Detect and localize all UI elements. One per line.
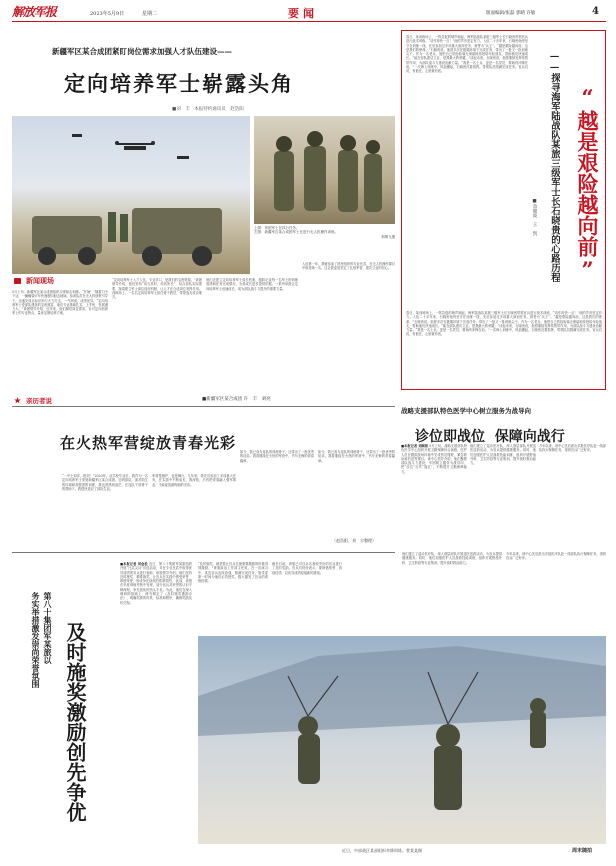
bottom-kicker-1: 第八十集团军某旅以 [43,592,53,664]
middle-headline: 在火热军营绽放青春光彩 [60,434,237,452]
divider-top-mid [12,406,395,407]
bottom-body-2: 此前，该旅在年度训练考核中发现，部分官兵对荣誉的认识不够深刻，争先创优的劲头不足。为此，他们在深入调研的基础上，研究制定了《及时施奖激励办法》，明确奖励的时机、标准和程序，确保奖励及时兑现。 [120,579,192,605]
top-body-col-1: 5月上旬，新疆军区某合成团组织实弹射击训练。“开始！”随着口令下达，一辆辆装甲车快速驶向射击地域。参训队员在无人机侦察引导下，迅速完成目标识别与火力打击，一气呵成，成绩优异。“定向培养军士是部队建设的宝贵财富，他们专业基础扎实，上手快，发展潜力大。”该团领导介绍，近年来，他们紧盯岗位需求，针对定向培养军士的专业特点，量身定制培养方案。 [12,290,108,316]
photo-caption-2: 左图：新疆军区某合成团军士在进行无人机操作训练。 [254,230,338,235]
photo-column-tag: 周末随拍 [572,848,593,854]
news-scene-tag [12,276,82,288]
top-body-col-4: 入伍第一年，我就参加了团里组织的专业比武，在无人机操作课目中取得第一名。这让我更加坚定了扎根军营、建功立业的信心。 [302,262,395,271]
newspaper-logo: 解放军报 [12,5,57,19]
issue-date: 2023年5月9日 [90,11,125,17]
bottom-body-col-2: “及时施奖，就是要让官兵在最需要激励的时候得到激励。”该旅政治工作部主任说。在一次演习中，某连官兵连续奋战，圆满完成任务，旅党委第一时间为他们记功授奖，极大激发了官兵的训练热情。 [198,562,268,584]
middle-body-col-2: 军营是熔炉，也是舞台。几年来，我先后参加了多项重大任务，在实践中不断成长。我深知，只有把青春融入强军事业，才能绽放最绚丽的光彩。 [152,474,236,487]
bottom-headline: 及时施奖激励创先争优 [63,622,87,822]
right-article [401,394,606,544]
middle-signature: （赵浩阳、刘 丰整理） [332,538,376,543]
masthead-rule [12,21,606,22]
masthead [0,0,616,24]
section-title: 要闻 [288,7,318,20]
top-headline: 定向培养军士崭露头角 [64,71,294,96]
bottom-body-1: 近日，第八十集团军某旅组织开展“比武尖兵”评选活动，对在专业比武中取得优异成绩的官兵进行表彰。该旅领导介绍，他们坚持及时施奖、精准施奖，让官兵在实践中感受荣誉、珍惜荣誉，形成争先创优的浓厚氛围。 [120,562,192,584]
middle-article [12,410,395,550]
side-feature-subtitle: ——探寻海军陆战队某旅三级军士长石晓贵的心路历程 [549,51,560,282]
soldiers-photo [254,116,395,224]
right-body-col-3: 今年以来，该中心先后派出多批医疗队赴一线部队执行保障任务，得到官兵广泛好评。 [539,444,606,453]
parachute-illustration [198,636,606,844]
right-body-col-1 [401,444,467,540]
drone-photo [12,116,250,274]
middle-body-col-1: “一中士刘洋，报到！”2020年，从学校毕业后，我作为一名定向培养军士来到新疆军区某合成团。初到部队，面对陌生的环境和高强度的训练，我也曾感到迷茫。在连队干部骨干的帮助下，我很快适应了部队生活。 [62,474,148,491]
top-article [12,26,395,404]
top-kicker: 新疆军区某合成团紧盯岗位需求加强人才队伍建设—— [52,47,232,56]
photo-caption-1: 上图：该团军士在执行任务。 [254,226,300,230]
soldiers-illustration [254,116,395,224]
side-feature-body: 春日，某训练场上，一阵急促的哨声响起，海军陆战队某旅三级军士长石晓贵带领官兵进行战术训练。“动作再快一点！”他的声音坚定有力。入伍二十多年来，石晓贵始终坚守在训练一线，先后参加过多项重大演训任务，被誉为“兵王”。“越是艰险越向前，这是我们的使命。”石晓贵说。他曾多次在极端环境下完成任务，带出了一批又一批训练尖子。作为一名老兵，他把自己的经验毫无保留地传授给年轻战友，帮助他们快速成长。“能在部队建功立业，是我最大的荣耀。”谈起未来，石晓贵说，他将继续发挥传帮带作用，为部队战斗力建设贡献力量。“我是一名士兵，更是一名党员，要始终冲锋在前。”一次海上训练中，风浪骤起，石晓贵沉着指挥，带领队员圆满完成任务。官兵们说，有他在，心里就有底。 [406,35,528,74]
drone-scene-illustration [12,116,250,274]
bottom-body-col-1 [120,562,192,846]
side-feature-byline: ■余晓波 王 凯 [532,199,537,236]
parachute-photo-caption: 近日，中部战区某部组织伞降训练。曾某某摄 [342,848,422,853]
side-feature-box [401,30,606,390]
page-editors: 版面编辑/张磊 郭晴 许敏 [486,11,536,16]
middle-body-col-4-text: 如今，我已成为连队的训练骨干，还带出了一批优秀的徒弟。我将继续在火热的军营中，书写无悔的青春篇章。 [318,450,395,463]
top-byline: ■刘 丰 本报特约通讯员 赵浩阳 [172,107,244,112]
side-feature-title: “越是艰险越向前” [575,85,600,282]
star-icon [14,397,21,404]
news-scene-label: 新闻现场 [26,276,54,285]
divider-mid-bottom [12,552,395,553]
middle-body-col-4 [318,450,395,538]
top-body-col-2: “定向培养军士入才入伍，专业对口，是我们的宝贵资源。”该团领导介绍，他们坚持“用当其时、用其所长”，结合部队实际需要，探索建立军士岗位选用机制，让人才在合适岗位发挥作用。训练场上，一名名定向培养军士担任骨干教员，带领战友攻克难关。 [112,278,202,300]
side-feature-body-bottom: 春日，某训练场上，一阵急促的哨声响起，海军陆战队某旅三级军士长石晓贵带领官兵进行战术训练。“动作再快一点！”他的声音坚定有力。入伍二十多年来，石晓贵始终坚守在训练一线，先后参加过多项重大演训任务，被誉为“兵王”。“越是艰险越向前，这是我们的使命。”石晓贵说。他曾多次在极端环境下完成任务，带出了一批又一批训练尖子。作为一名老兵，他把自己的经验毫无保留地传授给年轻战友，帮助他们快速成长。“能在部队建功立业，是我最大的荣耀。”谈起未来，石晓贵说，他将继续发挥传帮带作用，为部队战斗力建设贡献力量。“我是一名士兵，更是一名党员，要始终冲锋在前。”一次海上训练中，风浪骤起，石晓贵沉着指挥，带领队员圆满完成任务。官兵们说，有他在，心里就有底。 [406,311,602,337]
parachute-photo [198,636,606,844]
bottom-body-col-3: 截至目前，该旅已对百余名表现突出的官兵进行了及时奖励。官兵们纷纷表示，要珍惜荣誉、再创佳绩，以优异成绩迎接新的挑战。 [272,562,342,575]
right-kicker: 战略支援部队特色医学中心树立服务为战导向 [401,407,531,415]
bottom-body-col-5: 今年以来，该中心先后派出多批医疗队赴一线部队执行保障任务，得到官兵广泛好评。 [506,552,606,561]
camera-icon [14,278,21,284]
right-body-1: 5月上旬，战略支援部队特色医学中心组织开展卫勤保障综合演练，医护人员在模拟战场环境中完成伤员搜救、紧急救治和后送等课目。该中心领导介绍，他们聚焦部队战斗力建设，牢固树立服务为战导向，把“诊位”当作“战位”，不断提升卫勤保障能力。 [401,444,467,474]
photo-credit: 李腾飞摄 [381,234,395,239]
middle-body-col-3: 如今，我已成为连队的训练骨干，还带出了一批优秀的徒弟。我将继续在火热的军营中，书写无悔的青春篇章。 [240,450,314,463]
bottom-kicker-2: 务实举措激发崇尚荣誉氛围 [31,592,41,688]
experience-label: 亲历者说 [26,397,52,405]
bottom-byline: ■本报记者 刘金松 [120,562,148,566]
bottom-article [12,552,606,856]
page-number: 4 [592,6,599,17]
right-byline: ■本报记者 刘顾裕 [401,444,429,448]
top-body-col-3: 他们还建立定向培养军士成长档案，跟踪记录每一名军士的训练成绩和任务完成情况，为其成长进步提供依据。一系列举措让定向培养军士迅速成长，成为部队战斗力提升的重要力量。 [206,278,298,291]
bottom-body-col-4: 他们建立了巡诊医疗队，深入基层部队开展送医送药活动，为官兵提供健康服务。同时，他们加强医护人员战救技能训练，组织开展野战外科、卫生防疫等专业集训，提升战时救治能力。 [402,552,502,565]
experience-tag [12,396,102,406]
right-headline: 诊位即战位 保障向战行 [415,429,565,445]
issue-weekday: 星期二 [142,11,158,17]
right-body-col-2: 他们建立了巡诊医疗队，深入基层部队开展送医送药活动，为官兵提供健康服务。同时，他们加强医护人员战救技能训练，组织开展野战外科、卫生防疫等专业集训，提升战时救治能力。 [470,444,536,466]
photo-caption-top [254,226,395,239]
top-footer: ■新疆军区某合成团 许 丰 刘亮 [202,397,271,402]
